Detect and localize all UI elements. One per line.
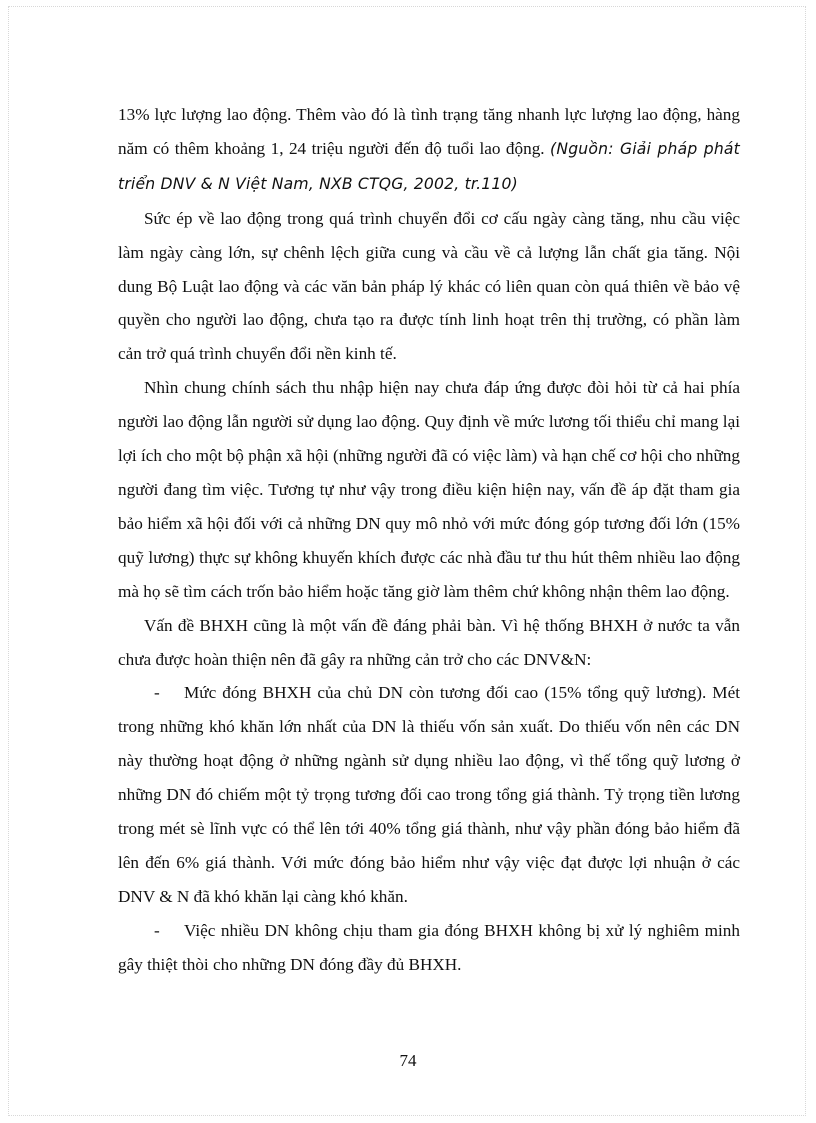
bullet-item-1 [118, 676, 740, 913]
paragraph-4: Vấn đề BHXH cũng là một vấn đề đáng phải bàn. Vì hệ thống BHXH ở nước ta vẫn chưa được hoàn thiện nên đã gây ra những cản trở cho các DNV&N: [118, 615, 740, 669]
bullet-item-1-text: Mức đóng BHXH của chủ DN còn tương đối cao (15% tổng quỹ lương). Mét trong những khó khăn lớn nhất của DN là thiếu vốn sản xuất. Do thiếu vốn nên các DN này thường hoạt động ở những ngành sử dụng nhiều lao động, vì thế tổng quỹ lương ở những DN đó chiếm một tỷ trọng tương đối cao trong tổng giá thành. Tỷ trọng tiền lương trong mét sè lĩnh vực có thể lên tới 40% tổng giá thành, như vậy phần đóng bảo hiểm đã lên đến 6% giá thành. Với mức đóng bảo hiểm như vậy việc đạt được lợi nhuận ở các DNV & N đã khó khăn lại càng khó khăn. [118, 683, 740, 906]
paragraph-1 [118, 98, 740, 202]
bullet-item-2 [118, 914, 740, 982]
paragraph-3: Nhìn chung chính sách thu nhập hiện nay chưa đáp ứng được đòi hỏi từ cả hai phía người lao động lẫn người sử dụng lao động. Quy định về mức lương tối thiểu chỉ mang lại lợi ích cho một bộ phận xã hội (những người đã có việc làm) và hạn chế cơ hội cho những người đang tìm việc. Tương tự như vậy trong điều kiện hiện nay, vấn đề áp đặt tham gia bảo hiểm xã hội đối với cả những DN quy mô nhỏ với mức đóng góp tương đối lớn (15% quỹ lương) thực sự không khuyến khích được các nhà đầu tư thu hút thêm nhiều lao động mà họ sẽ tìm cách trốn bảo hiểm hoặc tăng giờ làm thêm chứ không nhận thêm lao động. [118, 378, 740, 601]
paragraph-1-text: 13% lực lượng lao động. Thêm vào đó là tình trạng tăng nhanh lực lượng lao động, hàng năm có thêm khoảng 1, 24 triệu người đến độ tuổi lao động. [118, 105, 740, 158]
document-body [118, 98, 740, 982]
bullet-item-2-text: Việc nhiều DN không chịu tham gia đóng BHXH không bị xử lý nghiêm minh gây thiệt thòi cho những DN đóng đầy đủ BHXH. [118, 920, 740, 974]
source-citation: (Nguồn: Giải pháp phát triển DNV & N Việt Nam, NXB CTQG, 2002, tr.110) [118, 139, 740, 193]
paragraph-2: Sức ép về lao động trong quá trình chuyển đổi cơ cấu ngày càng tăng, nhu cầu việc làm ngày càng lớn, sự chênh lệch giữa cung và cầu về cả lượng lẫn chất gia tăng. Nội dung Bộ Luật lao động và các văn bản pháp lý khác có liên quan còn quá thiên về bảo vệ quyền cho người lao động, chưa tạo ra được tính linh hoạt trên thị trường, có phần làm cản trở quá trình chuyển đổi nền kinh tế. [118, 208, 740, 364]
bullet-dash: - [154, 920, 160, 940]
page-number: 74 [399, 1051, 417, 1070]
bullet-dash: - [154, 683, 160, 703]
